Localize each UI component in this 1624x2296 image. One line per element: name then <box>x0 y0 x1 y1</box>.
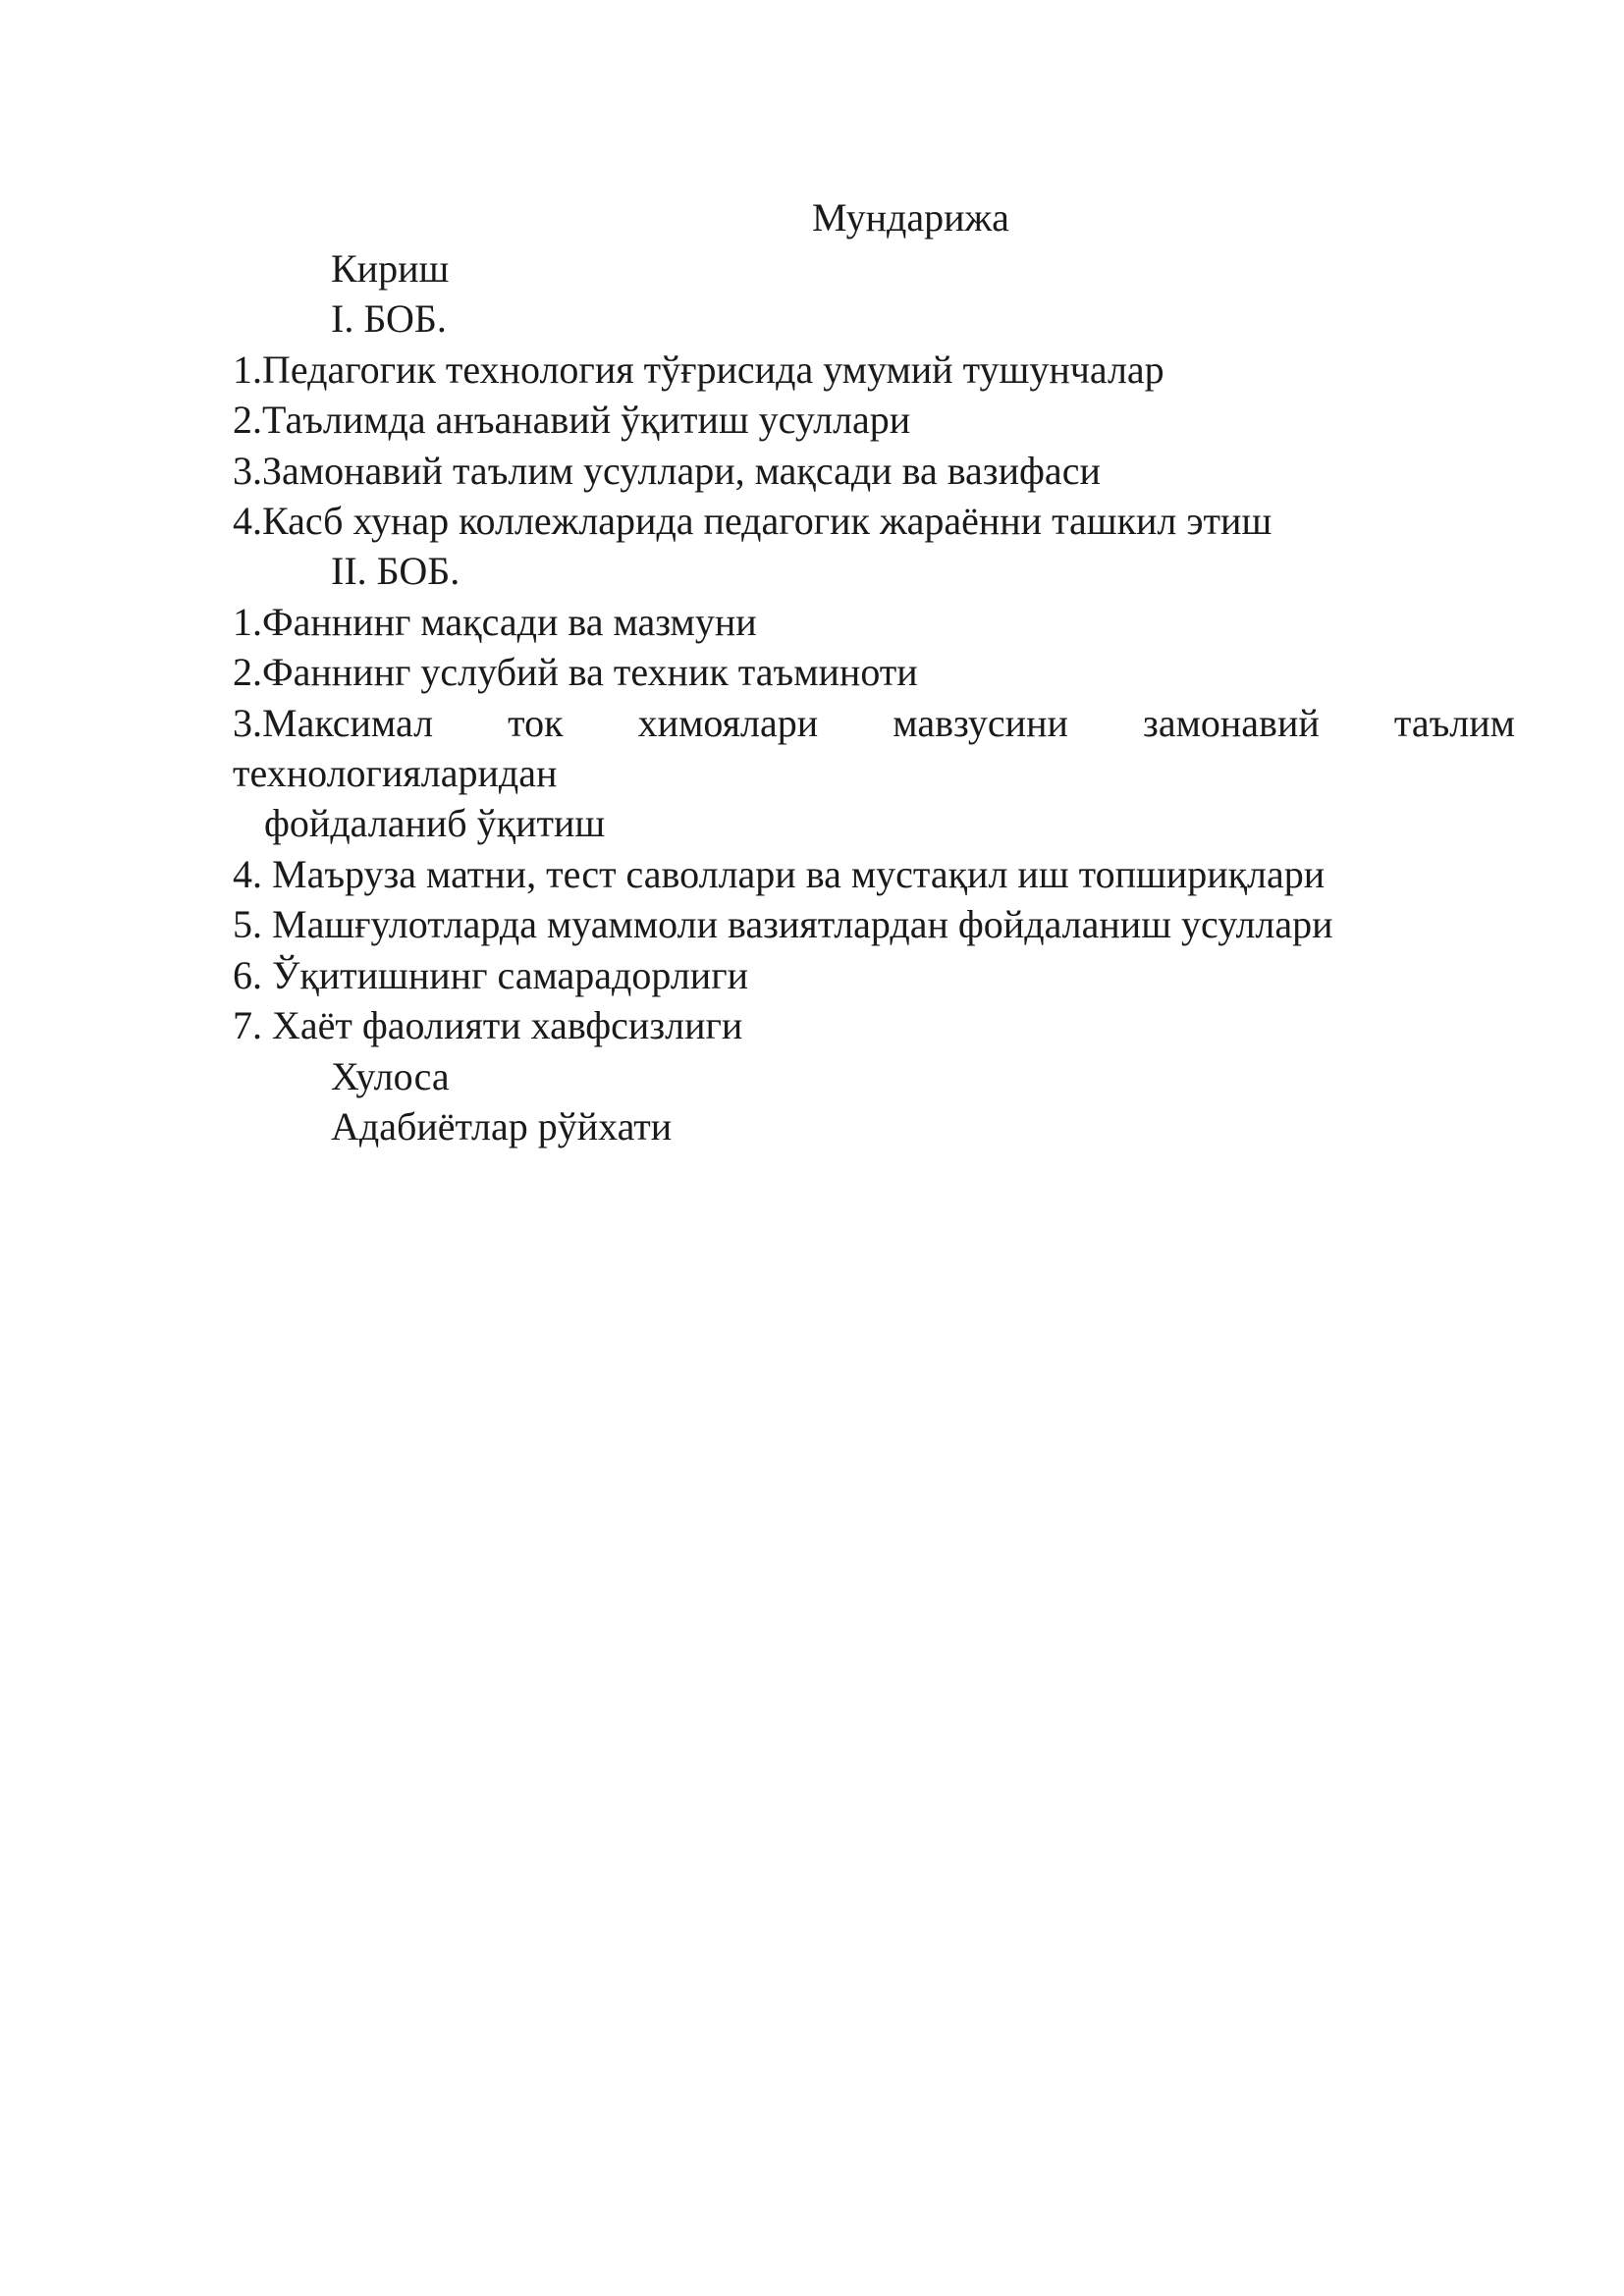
toc-entry-continuation: технологияларидан <box>233 751 558 796</box>
toc-entry: 4.Касб хунар коллежларида педагогик жараённи ташкил этиш <box>233 499 1272 544</box>
toc-word: замонавий <box>1143 700 1320 745</box>
toc-word: 3.Максимал <box>233 700 434 745</box>
table-of-contents <box>233 243 1515 1151</box>
toc-entry: 6. Ўқитишнинг самарадорлиги <box>233 952 749 997</box>
toc-entry: 1.Педагогик технология тўғрисида умумий тушунчалар <box>233 347 1164 392</box>
toc-word: химоялари <box>637 700 819 745</box>
toc-entry-introduction: Кириш <box>331 246 450 291</box>
toc-title: Мундарижа <box>812 195 1009 240</box>
toc-entry: 4. Маъруза матни, тест саволлари ва мустақил иш топшириқлари <box>233 851 1326 896</box>
toc-entry: 2.Фаннинг услубий ва техник таъминоти <box>233 650 918 695</box>
toc-entry-justified <box>233 698 1515 748</box>
toc-entry-references: Адабиётлар рўйхати <box>331 1103 673 1148</box>
toc-chapter-2-heading: II. БОБ. <box>331 549 460 594</box>
toc-entry-conclusion: Хулоса <box>331 1053 450 1098</box>
toc-entry: 7. Хаёт фаолияти хавфсизлиги <box>233 1003 743 1048</box>
toc-entry: 5. Машғулотларда муаммоли вазиятлардан фойдаланиш усуллари <box>233 902 1333 947</box>
toc-word: мавзусини <box>893 700 1068 745</box>
toc-entry: 3.Замонавий таълим усуллари, мақсади ва вазифаси <box>233 448 1101 493</box>
toc-entry-continuation: фойдаланиб ўқитиш <box>264 801 606 846</box>
toc-entry: 2.Таълимда анъанавий ўқитиш усуллари <box>233 398 911 443</box>
toc-word: ток <box>508 700 564 745</box>
toc-chapter-1-heading: I. БОБ. <box>331 296 447 342</box>
toc-entry: 1.Фаннинг мақсади ва мазмуни <box>233 599 757 644</box>
toc-word: таълим <box>1393 700 1515 745</box>
